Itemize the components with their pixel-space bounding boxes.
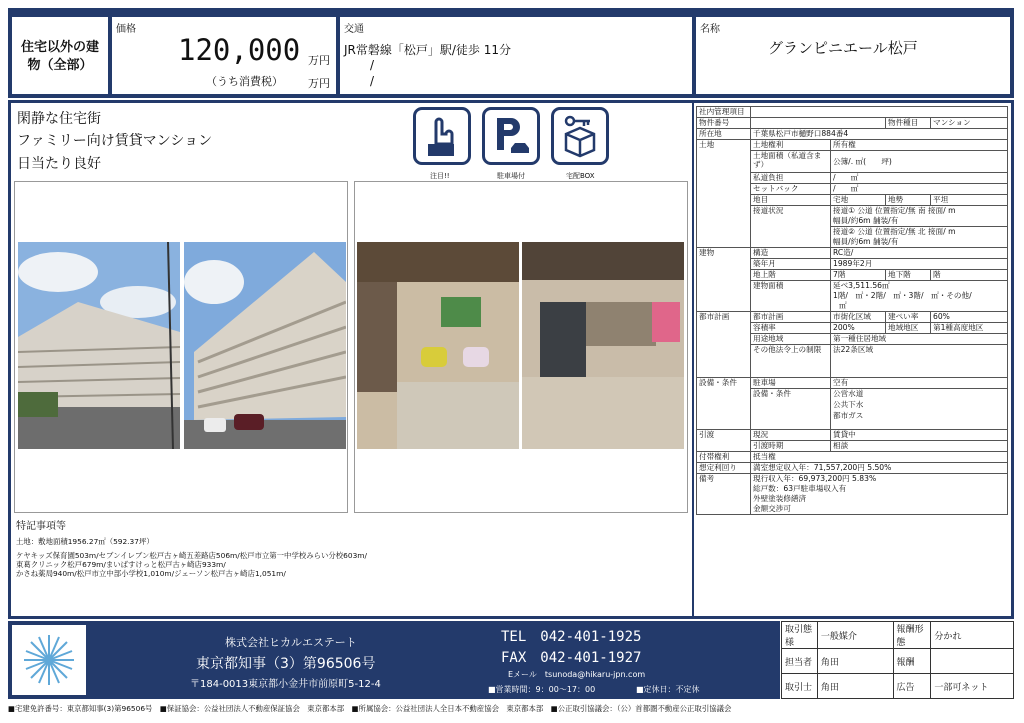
spec-label: 設備・条件: [751, 389, 831, 430]
spec-label: 物件番号: [697, 118, 751, 129]
transport-line3: /: [370, 74, 375, 88]
spec-value: 公営水道: [831, 389, 1008, 401]
spec-label: 建物: [697, 248, 751, 312]
spec-label: 都市計画: [751, 312, 831, 323]
tax-unit: 万円: [308, 77, 330, 90]
contact-label: 取引士: [782, 674, 818, 699]
spec-value: 宅地: [831, 195, 886, 206]
spec-value: 所有権: [831, 140, 1008, 151]
spec-value: 幅員/約6m 舗装/有: [831, 237, 1008, 248]
spec-label: 私道負担: [751, 173, 831, 184]
delivery-box-icon: [551, 107, 609, 165]
spec-table: [696, 106, 1008, 515]
fax-number: FAX 042-401-1927: [501, 650, 642, 666]
catch-line1: 閑静な住宅街: [17, 111, 101, 127]
catch-line2: ファミリー向け賃貸マンション: [17, 133, 213, 149]
property-type-label: 住宅以外の建物（全部）: [20, 40, 99, 73]
property-name: グランピニエール松戸: [768, 39, 918, 57]
company-address: 〒184-0013東京都小金井市前原町5-12-4: [190, 679, 381, 690]
spec-value: 満室想定収入年：71,557,200円 5.50%: [751, 463, 1008, 474]
spec-value: 空有: [831, 378, 1008, 389]
spec-label: 築年月: [751, 259, 831, 270]
transaction-table: [781, 621, 1014, 699]
icon-caption-box: 宅配BOX: [566, 172, 595, 180]
spec-value: 接道① 公道 位置指定/無 南 接面/ m: [831, 206, 1008, 217]
spec-value: 第一種住居地域: [831, 334, 1008, 345]
spec-label: 現況: [751, 430, 831, 441]
company-logo: [12, 625, 86, 695]
spec-label: 地目: [751, 195, 831, 206]
spec-label: 設備・条件: [697, 378, 751, 430]
spec-label: 引渡: [697, 430, 751, 452]
remarks-title: 特記事項等: [16, 521, 66, 532]
spec-label: 都市計画: [697, 312, 751, 378]
exterior-photo-1: [18, 242, 180, 449]
remarks-line1: ケヤキッズ保育園503m/セブンイレブン松戸古ヶ崎五差路店506m/松戸市立第一中学校みらい分校603m/: [16, 551, 367, 560]
spec-value: 1989年2月: [831, 259, 1008, 270]
spec-label: 想定利回り: [697, 463, 751, 474]
reward-value: [931, 649, 1014, 674]
icon-caption-attention: 注目!!: [430, 172, 450, 180]
transport-box: [340, 17, 692, 94]
spec-value: 賃貸中: [831, 430, 1008, 441]
spec-label: 接道状況: [751, 206, 831, 248]
interior-photo-1: [357, 242, 519, 449]
spec-label: その他法令上の制限: [751, 345, 831, 378]
spec-value: 都市ガス: [831, 411, 1008, 429]
spec-value: 60%: [931, 312, 1008, 323]
spec-value: 外壁塗装修繕済: [751, 494, 1008, 504]
property-type-box: [12, 17, 108, 94]
spec-label: 物件種目: [886, 118, 931, 129]
exterior-photo-2: [184, 242, 346, 449]
tax-label: （うち消費税）: [206, 75, 283, 88]
spec-value: 第1種高度地区: [931, 323, 1008, 334]
transaction-type-label: 取引態様: [782, 622, 818, 649]
spec-value: 延べ3,511.56㎡: [831, 281, 1008, 292]
spec-label: 社内管理項目: [697, 107, 751, 118]
parking-icon: [482, 107, 540, 165]
contact-value: 角田: [817, 674, 893, 699]
icon-caption-parking: 駐車場付: [497, 172, 525, 180]
spec-value: 1階/ ㎡・2階/ ㎡・3階/ ㎡・その他/: [831, 291, 1008, 301]
spec-label: 容積率: [751, 323, 831, 334]
license-number: 東京都知事（3）第96506号: [196, 656, 376, 672]
spec-label: 駐車場: [751, 378, 831, 389]
spec-value: 接道② 公道 位置指定/無 北 接面/ m: [831, 227, 1008, 238]
catch-line3: 日当たり良好: [17, 156, 101, 172]
spec-label: セットバック: [751, 184, 831, 195]
name-label: 名称: [700, 24, 720, 35]
price-value: 120,000: [178, 33, 301, 67]
spec-value: 7階: [831, 270, 886, 281]
transaction-type-value: 一般媒介: [817, 622, 893, 649]
spec-label: 用途地域: [751, 334, 831, 345]
spec-value: [751, 118, 886, 129]
ad-label: 広告: [893, 674, 931, 699]
interior-photo-2: [522, 242, 684, 449]
spec-label: 所在地: [697, 129, 751, 140]
reward-label: 報酬: [893, 649, 931, 674]
transport-line1: JR常磐線「松戸」駅/徒歩 11分: [344, 43, 512, 57]
spec-label: 付帯権利: [697, 452, 751, 463]
regular-holiday: ■定休日：不定休: [636, 685, 700, 694]
spec-label: 土地: [697, 140, 751, 248]
spec-label: 引渡時期: [751, 441, 831, 452]
spec-label: 土地権利: [751, 140, 831, 151]
footer-legal-line: ■宅建免許番号：東京都知事(3)第96506号 ■保証協会：公益社団法人不動産保証協会 東京都本部 ■所属協会：公益社団法人全日本不動産協会 東京都本部 ■公正取引協議会：（公）首都圏不動産公正取引協議会: [8, 704, 732, 713]
spec-label: 地域地区: [886, 323, 931, 334]
name-box: [696, 17, 1010, 94]
fee-type-value: 分かれ: [931, 622, 1014, 649]
spec-label: 地下階: [886, 270, 931, 281]
remarks-land: 土地：敷地面積1956.27㎡（592.37坪）: [16, 537, 154, 546]
spec-value: 現行収入年：69,973,200円 5.83%: [751, 474, 1008, 485]
fee-type-label: 報酬形態: [893, 622, 931, 649]
spec-value: 総戸数：63戸駐車場収入有: [751, 484, 1008, 494]
remarks-line3: かさね薬局940m/松戸市立中部小学校1,010m/ジェーソン松戸古ヶ崎店1,051m/: [16, 569, 286, 578]
spec-value: 公共下水: [831, 400, 1008, 411]
person-label: 担当者: [782, 649, 818, 674]
person-value: 角田: [817, 649, 893, 674]
spec-value: / ㎡: [831, 173, 1008, 184]
tel-number: TEL 042-401-1925: [501, 629, 642, 645]
spec-label: 建物面積: [751, 281, 831, 312]
spec-value: 抵当権: [751, 452, 1008, 463]
spec-value: 金額交渉可: [751, 504, 1008, 515]
spec-value: マンション: [931, 118, 1008, 129]
spec-value: 平坦: [931, 195, 1008, 206]
spec-value: 千葉県松戸市樋野口884番4: [751, 129, 1008, 140]
spec-value: RC造/: [831, 248, 1008, 259]
price-box: [112, 17, 336, 94]
spec-label: 備考: [697, 474, 751, 515]
spec-value: [751, 107, 1008, 118]
price-unit: 万円: [308, 54, 330, 67]
spec-value: 幅員/約6m 舗装/有: [831, 216, 1008, 227]
spec-value: 公簿/. ㎡( 坪): [831, 151, 1008, 173]
spec-label: 土地面積（私道含まず）: [751, 151, 831, 173]
spec-label: 建ぺい率: [886, 312, 931, 323]
spec-label: 構造: [751, 248, 831, 259]
spec-label: 地勢: [886, 195, 931, 206]
spec-value: 200%: [831, 323, 886, 334]
divider-vertical: [692, 103, 694, 616]
transport-label: 交通: [344, 24, 364, 35]
spec-value: / ㎡: [831, 184, 1008, 195]
spec-value: 階: [931, 270, 1008, 281]
spec-value: ㎡: [831, 301, 1008, 312]
ad-value: 一部可ネット: [931, 674, 1014, 699]
business-hours: ■営業時間：9：00～17：00: [488, 685, 596, 694]
spec-value: 相談: [831, 441, 1008, 452]
pointing-hand-icon: [413, 107, 471, 165]
spec-value: 市街化区域: [831, 312, 886, 323]
spec-label: 地上階: [751, 270, 831, 281]
company-name: 株式会社ヒカルエステート: [225, 636, 357, 649]
spec-value: 法22条区域: [831, 345, 1008, 378]
remarks-line2: 東葛クリニック松戸679m/まいばすけっと松戸古ヶ崎店933m/: [16, 560, 226, 569]
email-address[interactable]: Eメール tsunoda@hikaru-jpn.com: [508, 670, 646, 679]
price-label: 価格: [116, 24, 136, 35]
transport-line2: /: [370, 58, 375, 72]
